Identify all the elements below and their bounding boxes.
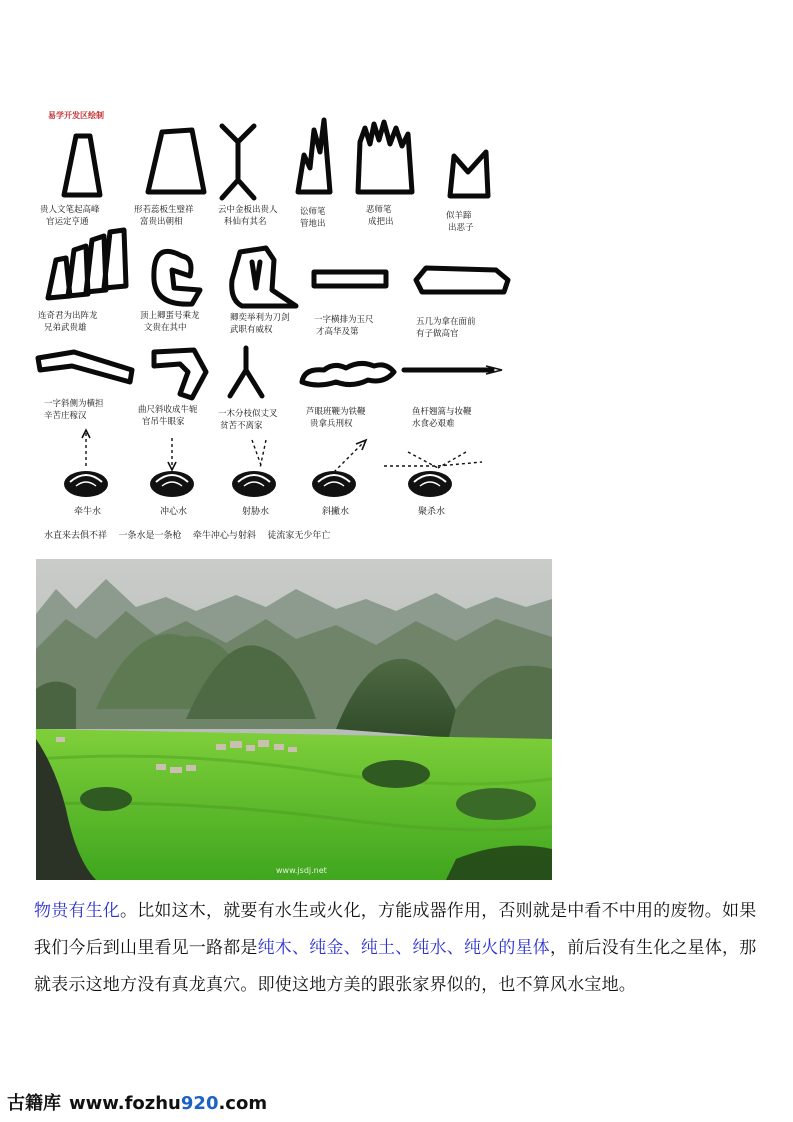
body-text: 。比如这木，就要有水生或火化，方能成器作用，否则就是中看不中用的废物。如果我们今后到山里看见一路都是 xyxy=(34,901,757,958)
water-label: 聚杀水 xyxy=(418,507,446,517)
caption: 水食必艰难 xyxy=(412,419,455,429)
caption: 云中金板出贵人 xyxy=(218,205,278,215)
caption: 成把出 xyxy=(368,217,394,227)
shape-blade-hook xyxy=(232,248,296,306)
arrow-side-water xyxy=(252,440,266,468)
caption: 恶师笔 xyxy=(366,205,392,215)
caption: 兄弟武贵雄 xyxy=(44,323,87,333)
caption: 有子做高官 xyxy=(416,329,459,339)
site-url-part: .com xyxy=(218,1093,268,1114)
caption: 科仙有其名 xyxy=(224,217,267,227)
caption: 官运定亨通 xyxy=(46,217,89,227)
caption: 曲尺斜收成牛轭 xyxy=(138,405,198,415)
highlight-text: 物贵有生化 xyxy=(34,901,120,921)
caption: 富贵出朝相 xyxy=(140,217,183,227)
caption: 贵拿兵刑权 xyxy=(310,419,353,429)
photo-watermark: www.jsdj.net xyxy=(276,866,327,875)
caption: 鱼杆翘篙与妆鞭 xyxy=(412,407,472,417)
caption: 卿奕举利为刀剑 xyxy=(230,313,290,323)
shape-fork-tree xyxy=(230,348,262,396)
caption: 芦眼班鞭为铁鞭 xyxy=(306,407,366,417)
shape-tall-trapezoid xyxy=(64,136,100,195)
shape-wavy-whip xyxy=(302,363,394,385)
mountain-shapes-diagram xyxy=(34,100,512,548)
karst-landscape-photo xyxy=(36,559,552,880)
shape-rising-slabs xyxy=(48,230,126,298)
caption: 一木分枝似丈叉 xyxy=(218,409,278,419)
caption: 贵人文笔起高峰 xyxy=(40,205,100,215)
caption: 出恶子 xyxy=(448,223,474,233)
caption: 管地出 xyxy=(300,219,326,229)
caption: 贫苦不离家 xyxy=(220,421,263,431)
site-url-part: 920 xyxy=(180,1093,219,1114)
shape-ox-yoke xyxy=(154,350,206,398)
caption: 武职有威权 xyxy=(230,325,273,335)
shape-jagged-peaks xyxy=(358,122,412,192)
mound-1 xyxy=(64,471,108,497)
mound-3 xyxy=(232,471,276,497)
shape-wide-trapezoid xyxy=(148,130,204,192)
water-label: 射胁水 xyxy=(242,507,270,517)
footer-brand xyxy=(7,1089,267,1115)
mound-5 xyxy=(408,471,452,497)
caption: 辛苦庄稼汉 xyxy=(44,411,87,421)
shape-table-ridge xyxy=(416,268,508,292)
caption: 连奇君为出阵龙 xyxy=(38,311,98,321)
highlight-text: 纯木、纯金、纯土、纯水、纯火的星体 xyxy=(257,938,551,958)
caption: 讼师笔 xyxy=(300,207,326,217)
mound-2 xyxy=(150,471,194,497)
caption: 官吊牛眼家 xyxy=(142,417,185,427)
site-name: 古籍库 xyxy=(7,1093,61,1114)
caption: 一字横排为玉尺 xyxy=(314,315,374,325)
body-paragraph xyxy=(34,893,762,1004)
shape-flat-bar xyxy=(314,272,386,286)
water-label: 冲心水 xyxy=(160,507,188,517)
arrow-gather-water xyxy=(384,452,482,468)
caption: 文贵在其中 xyxy=(144,323,187,333)
shape-double-fork xyxy=(222,126,254,198)
caption: 形若蕊板生璧祥 xyxy=(134,205,194,215)
diagram-stamp: 易学开发区绘制 xyxy=(48,111,104,120)
arrow-slant-water xyxy=(334,442,364,472)
caption: 一字斜侧为横担 xyxy=(44,399,104,409)
site-url-part: www.fozhu xyxy=(69,1093,181,1114)
caption: 顶上卿蛋号乘龙 xyxy=(140,311,200,321)
shape-slanted-bar xyxy=(38,352,132,382)
caption: 五几为拿在面前 xyxy=(416,317,476,327)
diagram-bottom-line: 水直来去俱不祥 一条水是一条枪 牵牛冲心与射斜 徒流家无少年亡 xyxy=(44,531,331,541)
caption: 才高华及第 xyxy=(316,327,359,337)
water-label: 斜撇水 xyxy=(322,507,350,517)
body-text: ，前后没有生化之星体，那就表示这地方没有真龙真穴。即使这地方美的跟张家界似的，也不算风水宝地。 xyxy=(34,938,757,995)
mound-4 xyxy=(312,471,356,497)
shape-spike-peaks xyxy=(298,120,330,192)
shape-hook-curl xyxy=(154,251,200,304)
shape-notched-peak xyxy=(450,152,488,196)
caption: 似羊蹄 xyxy=(446,211,472,221)
water-label: 牵牛水 xyxy=(74,507,102,517)
